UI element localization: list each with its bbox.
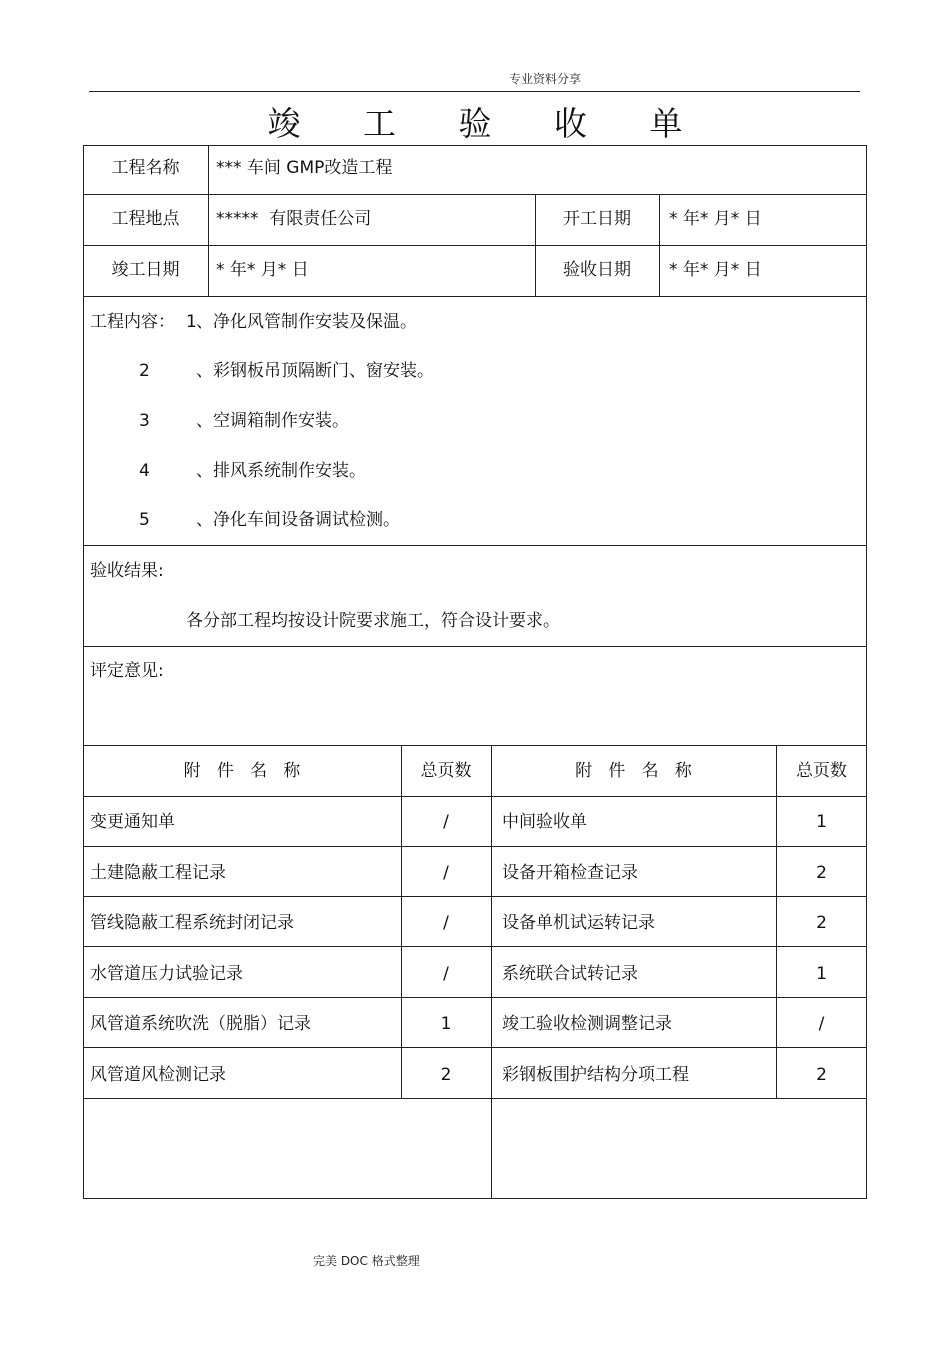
attachment-pages-header: 总页数	[420, 761, 472, 781]
header-note: 专业资料分享	[508, 72, 581, 86]
acceptance-date-value: * 年* 月* 日	[669, 260, 762, 280]
col-divider	[491, 745, 492, 1198]
attachment-name: 彩钢板围护结构分项工程	[502, 1065, 689, 1085]
attachment-name: 水管道压力试验记录	[90, 964, 243, 984]
col-divider	[208, 145, 209, 296]
row-divider	[83, 1098, 867, 1099]
result-label: 验收结果:	[90, 561, 164, 581]
start-date-label: 开工日期	[563, 209, 631, 229]
content-label: 工程内容：	[90, 312, 175, 332]
project-name-label: 工程名称	[111, 158, 180, 178]
row-divider	[83, 545, 867, 546]
attachment-pages: /	[443, 913, 449, 933]
content-item-number: 2	[139, 361, 150, 381]
completion-date-label: 竣工日期	[111, 260, 180, 280]
content-item-text: 、净化车间设备调试检测。	[196, 510, 400, 530]
row-divider	[83, 745, 867, 746]
attachment-pages: /	[818, 1014, 825, 1034]
attachment-name: 设备开箱检查记录	[502, 863, 638, 883]
project-name-value: *** 车间 GMP改造工程	[216, 158, 393, 178]
content-item-text: 、彩钢板吊顶隔断门、窗安装。	[196, 361, 434, 381]
attachment-pages: 2	[816, 1065, 827, 1085]
attachment-name: 变更通知单	[90, 812, 175, 832]
result-text: 各分部工程均按设计院要求施工，符合设计要求。	[186, 611, 560, 631]
attachment-pages: 1	[816, 812, 827, 832]
start-date-value: * 年* 月* 日	[669, 209, 762, 229]
footer-note: 完美 DOC 格式整理	[313, 1254, 420, 1268]
row-divider	[83, 1047, 867, 1048]
attachment-name-header: 附 件 名 称	[575, 761, 692, 781]
content-item-text: 、排风系统制作安装。	[196, 461, 366, 481]
attachment-pages: /	[443, 964, 449, 984]
row-divider	[83, 997, 867, 998]
content-item-text: 、空调箱制作安装。	[196, 411, 349, 431]
attachment-name: 风管道风检测记录	[90, 1065, 226, 1085]
row-divider	[83, 296, 867, 297]
attachment-pages: 2	[816, 863, 827, 883]
content-item-text: 、净化风管制作安装及保温。	[196, 312, 417, 332]
row-divider	[83, 646, 867, 647]
attachment-name: 竣工验收检测调整记录	[502, 1014, 672, 1034]
opinion-label: 评定意见:	[90, 661, 164, 681]
attachment-pages: 1	[816, 964, 827, 984]
row-divider	[83, 194, 867, 195]
attachment-pages: /	[443, 812, 449, 832]
attachment-name: 管线隐蔽工程系统封闭记录	[90, 913, 294, 933]
row-divider	[83, 846, 867, 847]
attachment-name-header: 附 件 名 称	[183, 761, 301, 781]
attachment-name: 系统联合试转记录	[502, 964, 638, 984]
attachment-name: 风管道系统吹洗（脱脂）记录	[90, 1014, 311, 1034]
attachment-name: 设备单机试运转记录	[502, 913, 655, 933]
acceptance-date-label: 验收日期	[563, 260, 631, 280]
attachment-pages: 2	[440, 1065, 452, 1085]
content-item-number: 3	[139, 411, 150, 431]
row-divider	[83, 896, 867, 897]
row-divider	[83, 245, 867, 246]
row-divider	[83, 796, 867, 797]
document-title: 竣 工 验 收 单	[267, 104, 709, 143]
location-value: ***** 有限责任公司	[216, 209, 372, 229]
attachment-name: 土建隐蔽工程记录	[90, 863, 226, 883]
completion-date-value: * 年* 月* 日	[216, 260, 309, 280]
attachment-pages: 1	[440, 1014, 452, 1034]
attachment-pages: 2	[816, 913, 827, 933]
attachment-pages: /	[443, 863, 449, 883]
attachment-name: 中间验收单	[502, 812, 587, 832]
location-label: 工程地点	[111, 209, 180, 229]
content-item-number: 5	[139, 510, 150, 530]
acceptance-form-table	[83, 145, 867, 1199]
attachment-pages-header: 总页数	[796, 761, 847, 781]
content-item-number: 4	[139, 461, 150, 481]
row-divider	[83, 946, 867, 947]
header-rule	[89, 91, 860, 92]
col-divider	[659, 194, 660, 296]
content-item-number: 1	[186, 312, 197, 332]
